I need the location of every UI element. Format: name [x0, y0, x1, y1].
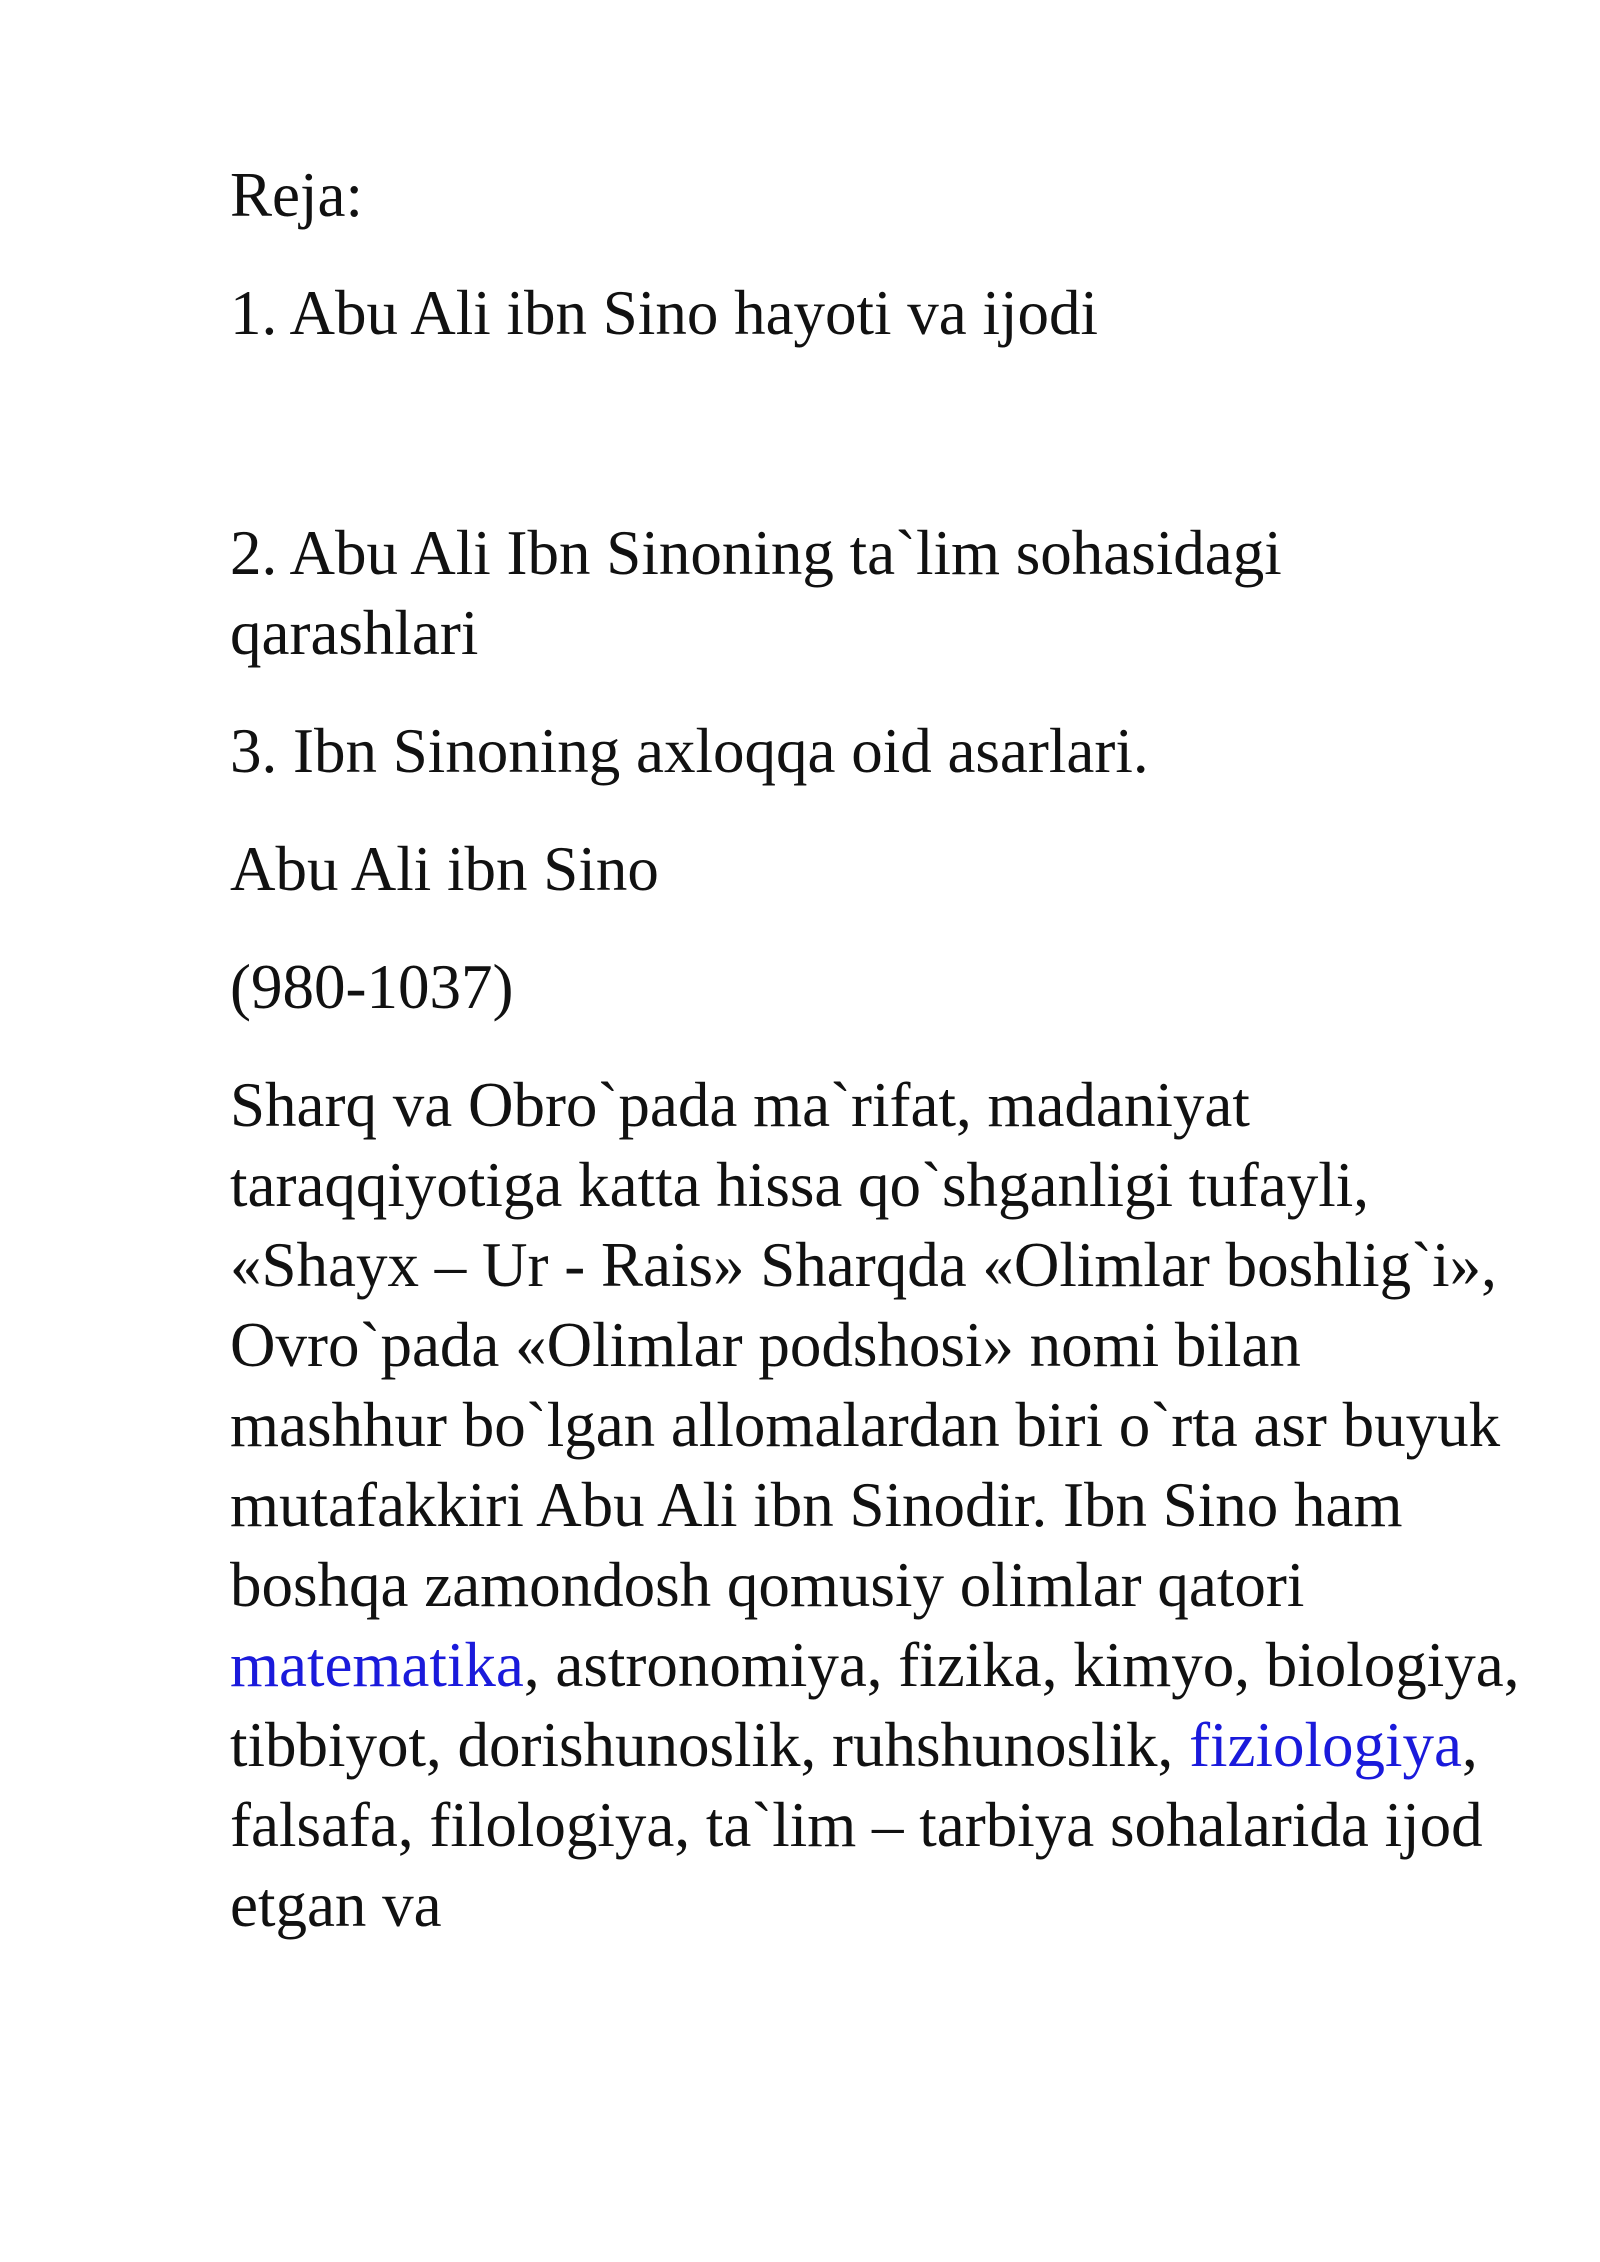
body-text-part-1: Sharq va Obro`pada ma`rifat, madaniyat taraqqiyotiga katta hissa qo`shganligi tufayli, «Shayx – Ur - Rais» Sharqda «Olimlar boshlig`i», Ovro`pada «Olimlar podshosi» nomi bilan mashhur bo`lgan allomalardan biri o`rta asr buyuk mutafakkiri Abu Ali ibn Sinodir. Ibn Sino ham boshqa zamondosh qomusiy olimlar qatori [230, 1070, 1501, 1620]
body-text-part-3: , falsafa, filologiya, ta`lim – tarbiya sohalarida ijod etgan va [230, 1710, 1483, 1940]
plan-heading: Reja: [230, 160, 363, 230]
matematika-link[interactable]: matematika [230, 1630, 524, 1700]
body-text-part-2: , astronomiya, fizika, kimyo, biologiya, tibbiyot, dorishunoslik, ruhshunoslik, [230, 1630, 1520, 1780]
subject-name: Abu Ali ibn Sino [230, 834, 659, 904]
plan-item-1: 1. Abu Ali ibn Sino hayoti va ijodi [230, 278, 1099, 348]
fiziologiya-link[interactable]: fiziologiya [1189, 1710, 1462, 1780]
plan-item-2: 2. Abu Ali Ibn Sinoning ta`lim sohasidagi qarashlari [230, 518, 1282, 668]
subject-years: (980-1037) [230, 952, 514, 1022]
plan-item-3: 3. Ibn Sinoning axloqqa oid asarlari. [230, 716, 1149, 786]
document-page [230, 155, 1530, 1945]
body-paragraph [230, 1065, 1530, 1945]
